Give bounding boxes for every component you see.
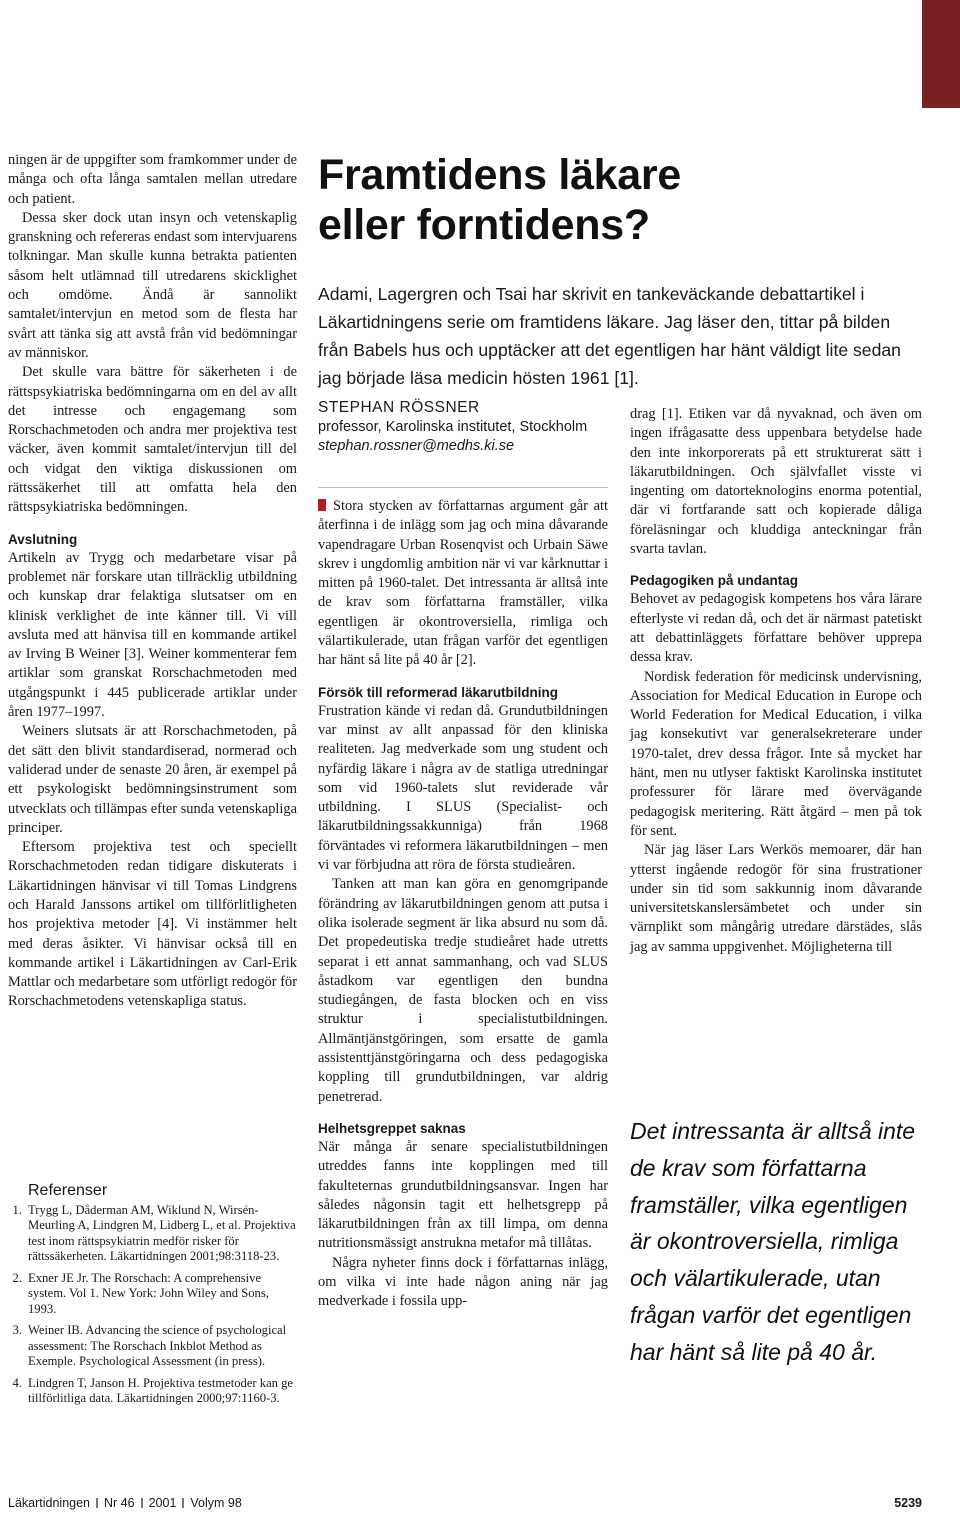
separator-icon <box>141 1498 143 1508</box>
references-list <box>8 1203 297 1407</box>
footer-year: 2001 <box>148 1496 177 1510</box>
reform-paragraph-2: Tanken att man kan göra en genomgripande förändring av läkarutbildningen genom att putsa i olika isolerade segment är lika absurd nu som då. Det propedeutiska tredje studieåret hade utretts separat i ett annat sammanhang, och vad SLUS åstadkom var egentligen den bundna studiegången, de fasta blocken och en viss struktur i specialistutbildningen. Allmäntjänstgöringen, som ersatte de gamla assistenttjänstgöringarna och dess pedagogiska koppling till grundutbildningen, var aldrig penetrerad. <box>318 876 608 1105</box>
left-paragraph-2: Dessa sker dock utan insyn och vetenskaplig granskning och refereras endast som intervjuarens tolkningar. Man skulle kunna betrakta patienten såsom helt utlämnad till utredarens skicklighet och omdöme. Ändå är sannolikt samtalet/intervjun en metod som de flesta har svårt att tänka sig att avstå från vid bedömningar av människor. <box>8 209 297 361</box>
reference-text: Weiner IB. Advancing the science of psychological assessment: The Rorschach Inkblot Method as Exemple. Psychological Assessment (in press). <box>28 1323 287 1368</box>
middle-intro-text: Stora stycken av författarnas argument går att återfinna i de inlägg som jag och mina dåvarande vapendragare Urban Rosenqvist och Urbain Säwe skrev i ungdomlig ambition när vi var kårknuttar i mitten på 1960-talet. Det intressanta är alltså inte de krav som författarna framställer, vilka egentligen är okontroversiella, rimliga och välartikulerade, utan frågan varför det egentligen har hänt så lite på 40 år [2]. <box>318 498 608 669</box>
article-title-line-2: eller forntidens? <box>318 201 650 249</box>
article-lede: Adami, Lagergren och Tsai har skrivit en tankeväckande debattartikel i Läkartidningens serie om framtidens läkare. Jag läser den, tittar på bilden från Babels hus och upptäcker att det egentligen har hänt väldigt lite sedan jag började läsa medicin hösten 1961 [1]. <box>318 284 901 388</box>
author-name: STEPHAN RÖSSNER <box>318 399 480 416</box>
footer-citation <box>8 1494 242 1512</box>
conclusion-paragraph-1: Artikeln av Trygg och medarbetare visar på problemet när forskare utan tillräcklig utbildning och kunskap drar felaktiga slutsatser om en klinisk verklighet de inte känner till. Vi vill avsluta med att hänvisa till en kommande artikel av Irving B Weiner [3]. Weiner kommenterar fem artiklar som granskat Rorschachmetoden med utgångspunkt i 445 publicerade artiklar under åren 1977–1997. <box>8 549 297 721</box>
reference-text: Trygg L, Dåderman AM, Wiklund N, Wirsén-Meurling A, Lindgren M, Lidberg L, et al. Projektiva test inom rättspsykiatrin medför risker för rättssäkerheten. Läkartidningen 2001;98:3118-23. <box>28 1202 296 1263</box>
author-block <box>318 398 608 457</box>
pedagogy-paragraph-2: Nordisk federation för medicinsk undervisning, Association for Medical Education in Europe och World Federation for Medical Education, i vilka jag konsekutivt var generalsekreterare under 1970-talet, drev dessa frågor. Inte så mycket har hänt, men nu utlyser faktiskt Karolinska institutet professurer för lärare med övervägande pedagogisk meritering. Rätt åtgärd – men på tok för sent. <box>630 668 922 839</box>
heading-reform: Försök till reformerad läkarutbildning <box>318 684 559 700</box>
middle-column <box>318 497 608 1312</box>
holistic-paragraph-1: När många år senare specialistutbildningen utreddes fanns inte kopplingen med till fakulteternas grundutbildningsansvar. Ingen har således någonsin tagit ett helhetsgrepp på läkarutbildningen från ax till limpa, om denna nutritionsmässigt anstrukna metafor må tillåtas. <box>318 1138 608 1252</box>
footer-journal: Läkartidningen <box>8 1496 91 1510</box>
page-corner-tab <box>922 0 960 108</box>
references <box>8 1183 297 1413</box>
reference-item <box>8 1323 297 1370</box>
right-column <box>630 405 922 957</box>
conclusion-paragraph-2: Weiners slutsats är att Rorschachmetoden, på det sätt den blivit standardiserad, normerad och validerad under de senaste 20 åren, är exempel på ett psykologiskt bedömningsinstrument som utvecklats och tillämpas efter sunda vetenskapliga principer. <box>8 723 297 836</box>
separator-icon <box>182 1498 184 1508</box>
article-title <box>318 150 918 250</box>
footer-issue: Nr 46 <box>104 1496 135 1510</box>
divider <box>318 487 608 488</box>
holistic-paragraph-2: Några nyheter finns dock i författarnas inlägg, om vilka vi inte hade någon aning när jag medverkade i fossila upp- <box>318 1254 608 1310</box>
author-email[interactable]: stephan.rossner@medhs.ki.se <box>318 438 515 454</box>
pedagogy-paragraph-1: Behovet av pedagogisk kompetens hos våra lärare efterlyste vi redan då, och det är närmast patetiskt att debattinläggets författare behöver upprepa dessa krav. <box>630 591 922 666</box>
article-start-marker-icon <box>318 499 326 511</box>
page-footer <box>8 1494 922 1512</box>
author-affiliation: professor, Karolinska institutet, Stockholm <box>318 418 588 435</box>
reference-item <box>8 1271 297 1318</box>
heading-holistic: Helhetsgreppet saknas <box>318 1120 466 1136</box>
left-paragraph-3: Det skulle vara bättre för säkerheten i de rättspsykiatriska bedömningarna om en del av allt det intresse och engagemang som Rorschachmetoden och andra mer projektiva test väcker, även kommit samtalet/intervjun till del och vidgat den viktiga diskussionen om rättssäkerhet till att omfatta hela den rättspsykiatriska bedömningen. <box>8 364 297 516</box>
footer-volume: Volym 98 <box>190 1496 242 1510</box>
reference-item <box>8 1376 297 1407</box>
reference-number: 1. <box>12 1202 22 1217</box>
heading-conclusion: Avslutning <box>8 531 78 547</box>
references-title: Referenser <box>28 1182 108 1199</box>
right-intro-paragraph: drag [1]. Etiken var då nyvaknad, och även om ingen ifrågasatte dess uppenbara betydelse hade den inte inkorporerats på ett strukturerat sätt i läkarutbildningen. Och självfallet visste vi ingenting om datorteknologins enorma potential, där vi fortfarande satt och kopierade dåliga föreläsningar och kluddiga anteckningar från svarta tavlan. <box>630 406 922 558</box>
article-title-line-1: Framtidens läkare <box>318 151 681 199</box>
page-number: 5239 <box>894 1496 922 1510</box>
reform-paragraph-1: Frustration kände vi redan då. Grundutbildningen var minst av allt anpassad för den kliniska realiteten. Jag medverkade som ung student och nyfärdig läkare i några av de statliga utredningar som vid 1960-talets slut reviderade vår utbildning. I SLUS (Specialist- och läkarutbildningssakkunniga) från 1968 förväntades vi reformera läkarutbildningen – men vi var förbjudna att röra de första studieåren. <box>318 702 608 874</box>
reference-number: 2. <box>12 1270 22 1285</box>
heading-pedagogy: Pedagogiken på undantag <box>630 573 799 589</box>
left-paragraph-1: ningen är de uppgifter som framkommer under de många och ofta långa samtalen mellan utredare och patient. <box>8 152 297 207</box>
pedagogy-paragraph-3: När jag läser Lars Werkös memoarer, där han ytterst ingående redogör för sina frustrationer under sin tid som sakkunnig inom dåvarande universitetskanslersämbetet och under sin värnplikt som mångårig utredare därstädes, slås jag av samma uppgivenhet. Möjligheterna till <box>630 842 922 955</box>
conclusion-paragraph-3: Eftersom projektiva test och speciellt Rorschachmetoden redan tidigare diskuterats i Läkartidningen hänvisar vi till Tomas Lindgrens och Harald Janssons artikel om tillförlitligheten hos projektiva metoder [4]. Vi instämmer helt med deras åsikter. Vi hänvisar också till en kommande artikel i Läkartidningen av Carl-Erik Mattlar och medarbetare som utförligt redogör för Rorschachmetodens vetenskapliga status. <box>8 839 297 1010</box>
reference-number: 3. <box>12 1323 22 1337</box>
separator-icon <box>96 1498 98 1508</box>
reference-item <box>8 1203 297 1265</box>
pull-quote: Det intressanta är alltså inte de krav som författarna framställer, vilka egentligen är okontroversiella, rimliga och välartikulerade, utan frågan varför det egentligen har hänt så lite på 40 år. <box>630 1118 916 1365</box>
left-column <box>8 151 297 1012</box>
reference-number: 4. <box>12 1375 22 1390</box>
reference-text: Lindgren T, Janson H. Projektiva testmetoder kan ge tillförlitliga data. Läkartidningen 2000;97:1160-3. <box>28 1375 293 1405</box>
middle-intro-paragraph <box>318 497 608 671</box>
reference-text: Exner JE Jr. The Rorschach: A comprehensive system. Vol 1. New York: John Wiley and Sons, 1993. <box>28 1270 269 1316</box>
